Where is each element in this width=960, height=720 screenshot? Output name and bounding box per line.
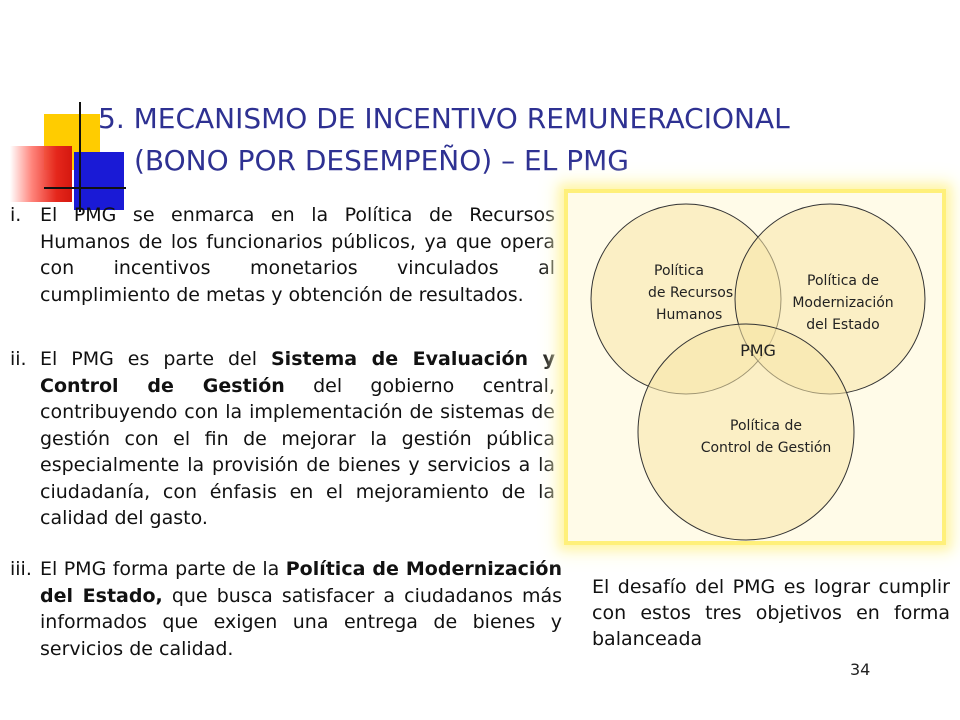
page-number: 34 (850, 660, 871, 679)
decor-horizontal-line (44, 187, 126, 189)
label-pmg-center: PMG (740, 341, 776, 360)
item-ii (10, 346, 555, 532)
title-line-1: 5. MECANISMO DE INCENTIVO REMUNERACIONAL (98, 102, 790, 135)
venn-svg (568, 193, 942, 541)
item-text-post: del gobierno central, contribuyendo con la implementación de sistemas de gestión con el fin de mejorar la gestión pública especialmente la provisión de bienes y servicios a la ciudadanía, con énfasis en el mejoramiento de la calidad del gasto. (40, 374, 556, 529)
item-text: El PMG se enmarca en la Política de Recursos Humanos de los funcionarios públicos, ya que opera con incentivos monetarios vinculados al cumplimiento de metas y obtención de resultados. (40, 204, 555, 306)
item-text-bold: Sistema de Evaluación y Control de Gestión (40, 348, 556, 397)
item-number: ii. (10, 348, 27, 370)
label-left-2: de Recursos (648, 285, 734, 301)
label-right-1: Política de (807, 273, 879, 289)
item-number: i. (10, 204, 22, 226)
label-left-3: Humanos (656, 307, 723, 323)
item-text-pre: El PMG forma parte de la (40, 558, 286, 580)
title-line-2: (BONO POR DESEMPEÑO) – EL PMG (134, 144, 629, 177)
decor-red-square (10, 146, 72, 202)
label-right-2: Modernización (792, 295, 894, 311)
item-i (10, 202, 555, 308)
challenge-text: El desafío del PMG es lograr cumplir con estos tres objetivos en forma balanceada (592, 576, 950, 650)
item-text-bold: Política de Modernización del Estado, (40, 558, 562, 607)
item-number: iii. (10, 558, 32, 580)
item-text-post: que busca satisfacer a ciudadanos más informados que exigen una entrega de bienes y servicios de calidad. (40, 584, 562, 660)
label-right-3: del Estado (806, 317, 880, 333)
venn-diagram (568, 193, 942, 541)
slide-title (98, 98, 928, 182)
item-iii (10, 556, 562, 662)
label-left-1: Política (654, 263, 704, 279)
label-bottom-1: Política de (730, 418, 802, 434)
label-bottom-2: Control de Gestión (700, 440, 832, 456)
decor-vertical-line (79, 102, 81, 212)
item-text-pre: El PMG es parte del (40, 348, 271, 370)
